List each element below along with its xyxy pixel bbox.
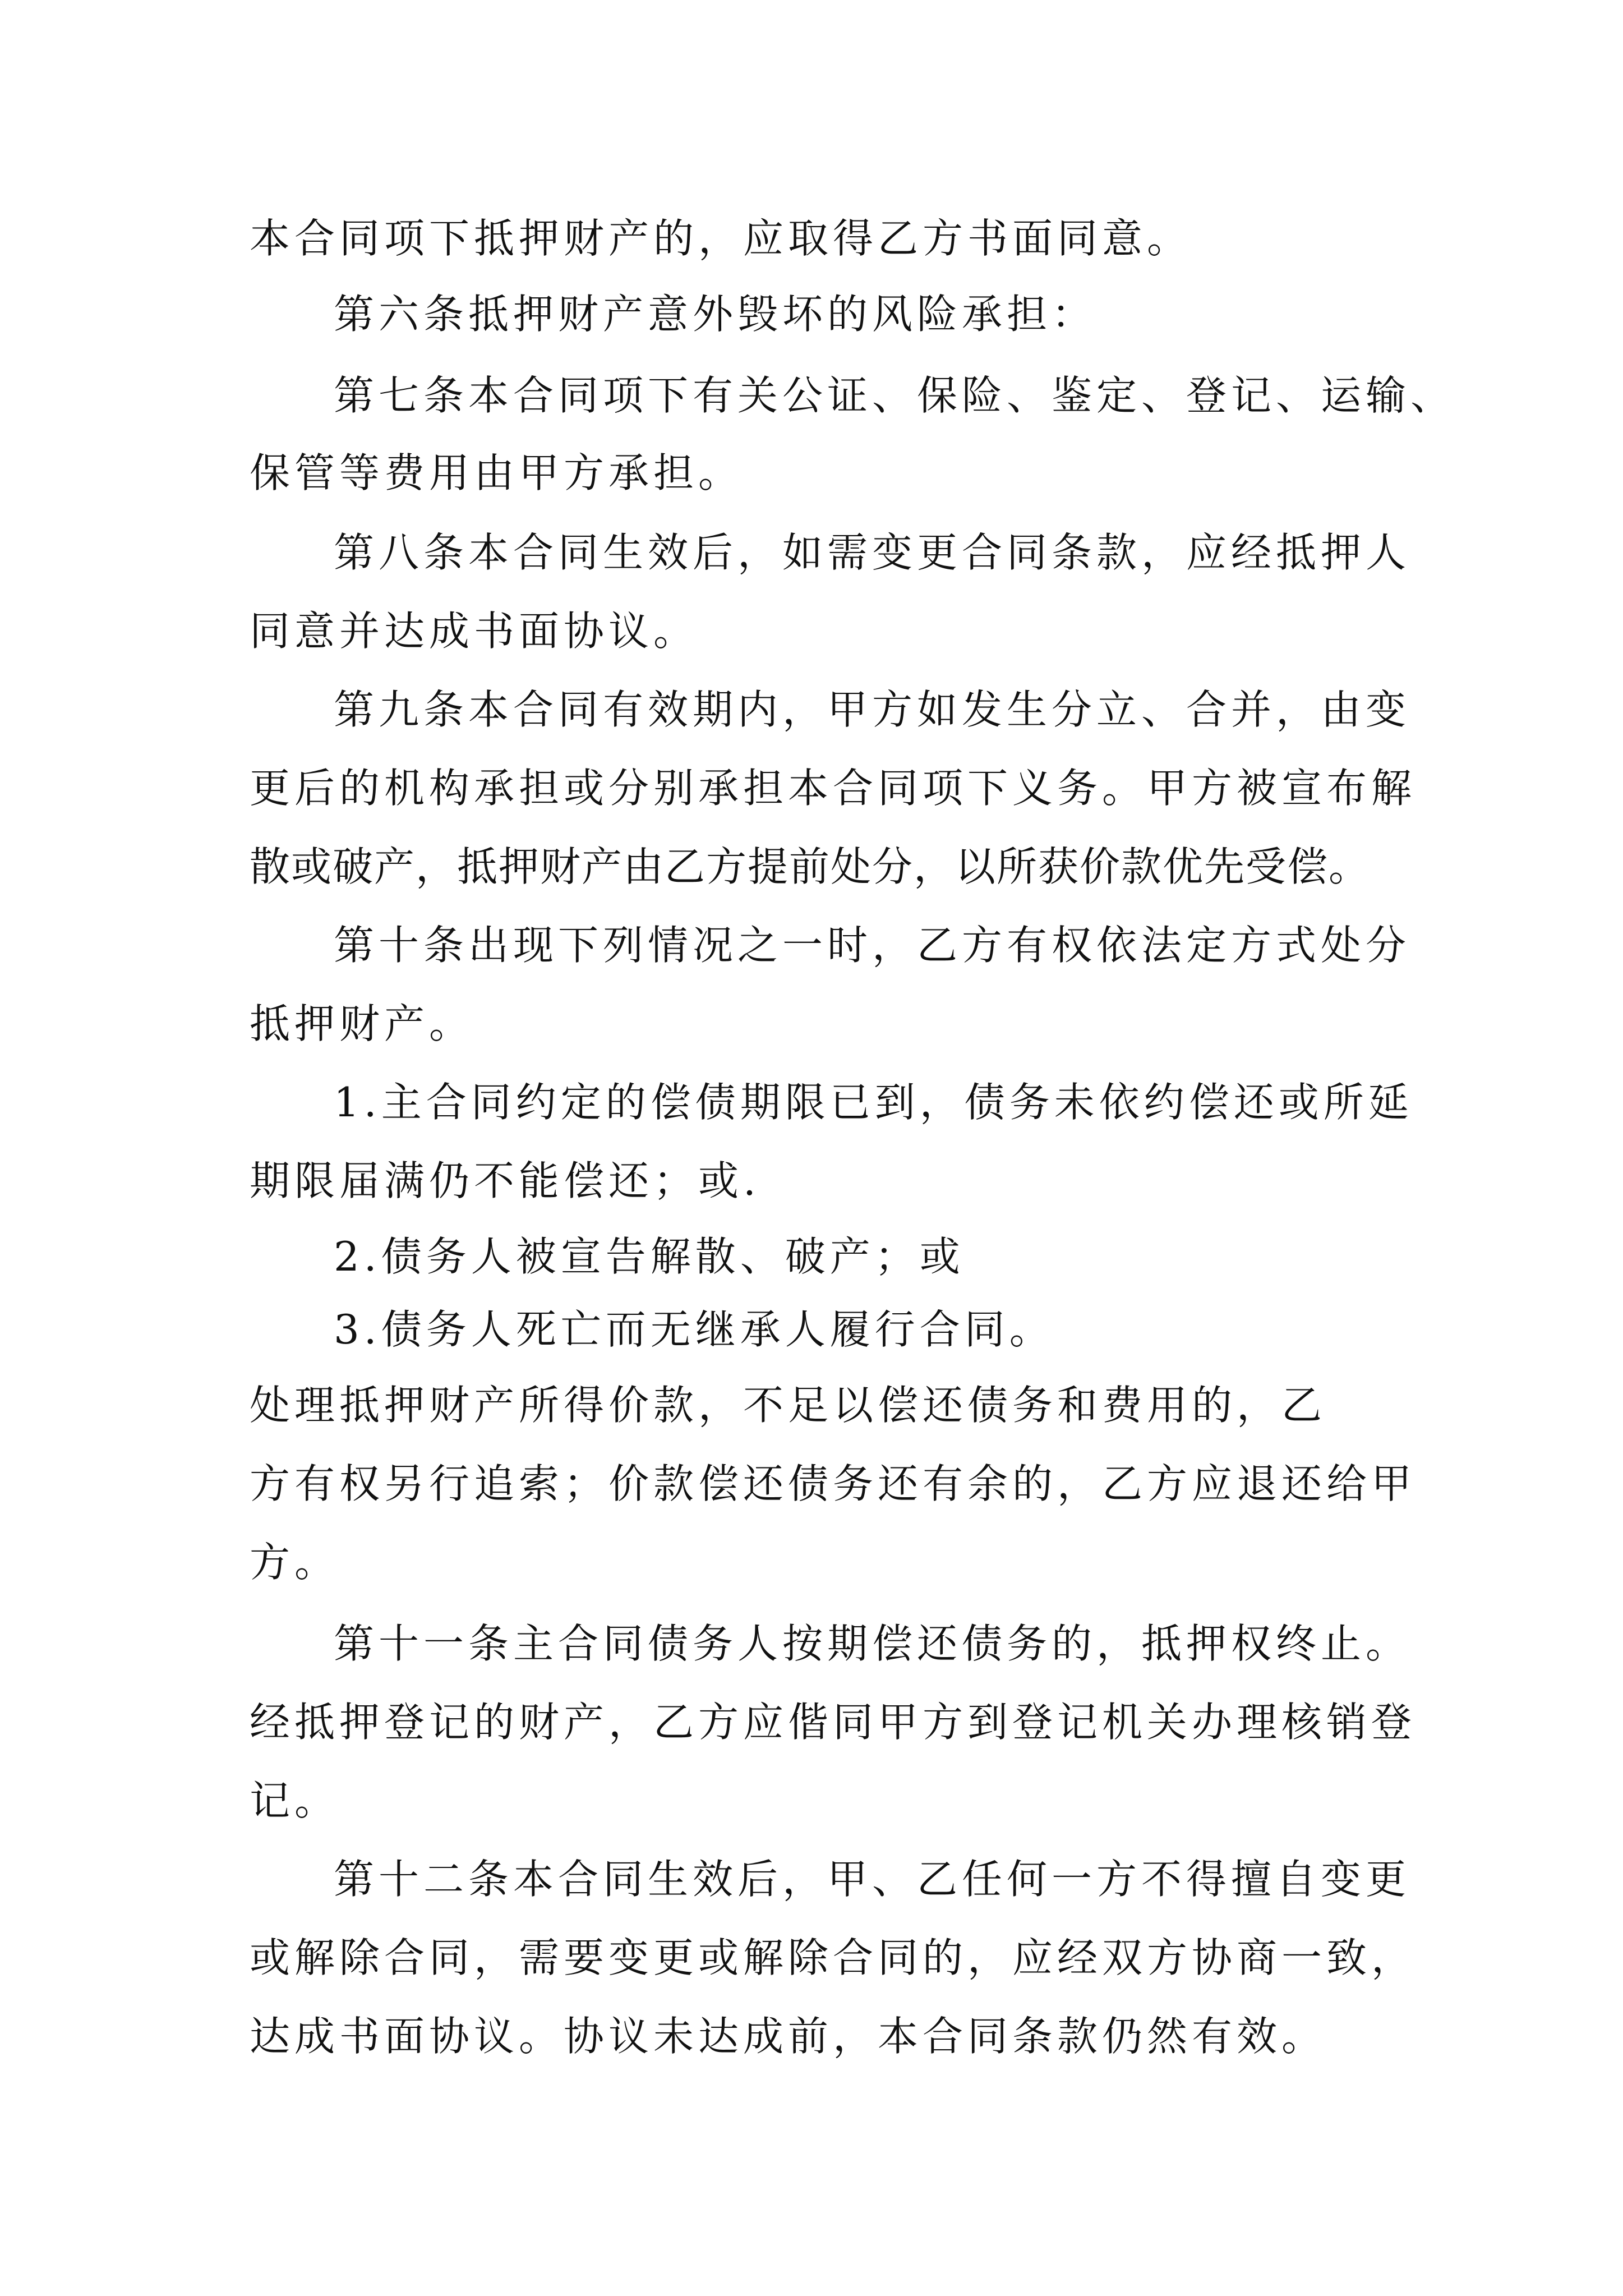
text-line: 方。 [250,1539,340,1586]
text-line: 第六条抵押财产意外毁坏的风险承担： [334,291,1097,338]
text-line: 散或破产，抵押财产由乙方提前处分，以所获价款优先受偿。 [250,843,1371,890]
text-line: 3.债务人死亡而无继承人履行合同。 [334,1306,1054,1353]
text-line: 第八条本合同生效后，如需变更合同条款，应经抵押人 [334,529,1411,576]
text-line: 处理抵押财产所得价款，不足以偿还债务和费用的，乙 [250,1382,1327,1429]
text-line: 达成书面协议。协议未达成前，本合同条款仍然有效。 [250,2013,1327,2060]
text-line: 期限届满仍不能偿还；或. [250,1157,760,1204]
text-line: 方有权另行追索；价款偿还债务还有余的，乙方应退还给甲 [250,1460,1417,1507]
text-line: 更后的机构承担或分别承担本合同项下义务。甲方被宣布解 [250,765,1417,812]
text-line: 第九条本合同有效期内，甲方如发生分立、合并，由变 [334,686,1411,733]
text-line: 第十二条本合同生效后，甲、乙任何一方不得擅自变更 [334,1856,1411,1903]
text-line: 本合同项下抵押财产的，应取得乙方书面同意。 [250,215,1192,262]
text-line: 第十一条主合同债务人按期偿还债务的，抵押权终止。 [334,1620,1411,1667]
text-line: 抵押财产。 [250,1000,474,1047]
text-line: 同意并达成书面协议。 [250,608,699,655]
text-line: 1.主合同约定的偿债期限已到，债务未依约偿还或所延 [334,1079,1413,1126]
text-line: 或解除合同，需要变更或解除合同的，应经双方协商一致， [250,1934,1417,1981]
text-line: 2.债务人被宣告解散、破产；或 [334,1233,965,1280]
text-line: 记。 [250,1777,340,1824]
text-line: 第七条本合同项下有关公证、保险、鉴定、登记、运输、 [334,372,1456,419]
text-line: 保管等费用由甲方承担。 [250,449,744,496]
text-line: 经抵押登记的财产，乙方应偕同甲方到登记机关办理核销登 [250,1699,1417,1746]
text-line: 第十条出现下列情况之一时，乙方有权依法定方式处分 [334,922,1411,969]
